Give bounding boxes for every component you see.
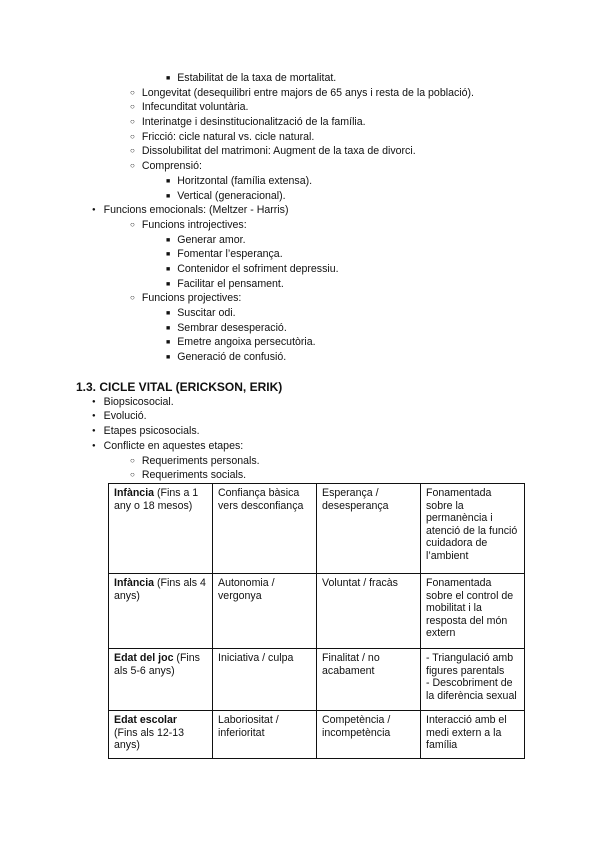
list-item (166, 248, 283, 262)
list-item-text: Infecunditat voluntària. (141, 101, 249, 113)
list-item (130, 455, 260, 468)
table-cell-description: Interacció amb el medi extern a la família (421, 711, 525, 759)
list-item (92, 425, 200, 440)
list-item-text: Facilitar el pensament. (177, 278, 284, 290)
list-item-text: Comprensió: (141, 160, 202, 172)
list-item (92, 410, 147, 425)
list-item (130, 219, 247, 232)
stage-name: Infància (114, 487, 155, 499)
table-cell-conflict: Laboriositat / inferioritat (213, 711, 317, 759)
table-cell-virtue: Competència / incompetència (317, 711, 421, 759)
stage-age: (Fins als 5-6 anys) (114, 652, 200, 677)
list-item-text: Suscitar odi. (177, 307, 236, 319)
table-row (109, 484, 525, 574)
description-line: - Triangulació amb figures parentals (426, 652, 514, 677)
stage-age: (Fins a 1 any o 18 mesos) (114, 487, 199, 512)
table-cell-virtue: Esperança / desesperança (317, 484, 421, 574)
list-item (166, 336, 316, 350)
stage-name: Infància (114, 577, 155, 589)
table-cell-conflict: Iniciativa / culpa (213, 649, 317, 711)
list-item-text: Generació de confusió. (177, 351, 287, 363)
list-item-text: Contenidor el sofriment depressiu. (177, 263, 339, 275)
list-item (166, 72, 336, 86)
list-item (92, 204, 288, 219)
table-row (109, 711, 525, 759)
list-item-text: Horitzontal (família extensa). (177, 175, 313, 187)
stage-name: Edat del joc (114, 652, 174, 664)
list-item-text: Funcions emocionals: (Meltzer - Harris) (103, 204, 289, 216)
list-item-text: Requeriments personals. (141, 455, 260, 467)
list-item-text: Vertical (generacional). (177, 190, 286, 202)
list-item (92, 396, 174, 411)
list-item-text: Evolució. (103, 410, 147, 422)
list-item (166, 322, 287, 336)
table-row (109, 574, 525, 649)
table-cell-conflict: Confiança bàsica vers desconfiança (213, 484, 317, 574)
table-cell-description: Fonamentada sobre el control de mobilitat i la resposta del món extern (421, 574, 525, 649)
list-item-text: Funcions introjectives: (141, 219, 247, 231)
list-item-text: Sembrar desesperació. (177, 322, 287, 334)
list-item-text: Conflicte en aquestes etapes: (103, 440, 244, 452)
section-heading: 1.3. CICLE VITAL (ERICKSON, ERIK) (76, 380, 283, 394)
table-cell-description (421, 649, 525, 711)
list-item-text: Generar amor. (177, 234, 246, 246)
table-row (109, 649, 525, 711)
table-cell-stage (109, 649, 213, 711)
list-item (166, 234, 246, 248)
table-cell-stage (109, 484, 213, 574)
stage-name: Edat escolar (114, 714, 178, 726)
list-item-text: Emetre angoixa persecutòria. (177, 336, 316, 348)
list-item-text: Dissolubilitat del matrimoni: Augment de la taxa de divorci. (141, 145, 416, 157)
table-cell-conflict: Autonomia / vergonya (213, 574, 317, 649)
list-item-text: Fricció: cicle natural vs. cicle natural. (141, 131, 315, 143)
list-item (130, 469, 246, 482)
table-cell-stage (109, 711, 213, 759)
list-item-text: Fomentar l’esperança. (177, 248, 283, 260)
stage-age: (Fins als 12-13 anys) (114, 726, 185, 752)
list-item-text: Interinatge i desinstitucionalització de la família. (141, 116, 366, 128)
list-item (130, 131, 314, 144)
table-cell-virtue: Finalitat / no acabament (317, 649, 421, 711)
list-item-text: Biopsicosocial. (103, 396, 174, 408)
list-item-text: Requeriments socials. (141, 469, 247, 481)
list-item (130, 145, 416, 158)
list-item (166, 190, 286, 204)
list-item-text: Etapes psicosocials. (103, 425, 200, 437)
list-item (130, 87, 474, 100)
list-item (166, 307, 236, 321)
list-item (130, 116, 366, 129)
list-item (92, 440, 243, 455)
life-cycle-table (108, 483, 525, 759)
list-item (166, 278, 284, 292)
description-line: - Descobriment de la diferència sexual (426, 677, 517, 702)
list-item-text: Estabilitat de la taxa de mortalitat. (177, 72, 337, 84)
list-item-text: Longevitat (desequilibri entre majors de 65 anys i resta de la població). (141, 87, 474, 99)
stage-age: (Fins als 4 anys) (114, 577, 206, 602)
list-item (130, 292, 241, 305)
table-cell-stage (109, 574, 213, 649)
table-cell-description: Fonamentada sobre la permanència i atenció de la funció cuidadora de l’ambient (421, 484, 525, 574)
table-cell-virtue: Voluntat / fracàs (317, 574, 421, 649)
list-item (166, 175, 312, 189)
list-item (130, 101, 248, 114)
list-item (166, 351, 286, 365)
list-item (166, 263, 339, 277)
list-item-text: Funcions projectives: (141, 292, 242, 304)
list-item (130, 160, 202, 173)
